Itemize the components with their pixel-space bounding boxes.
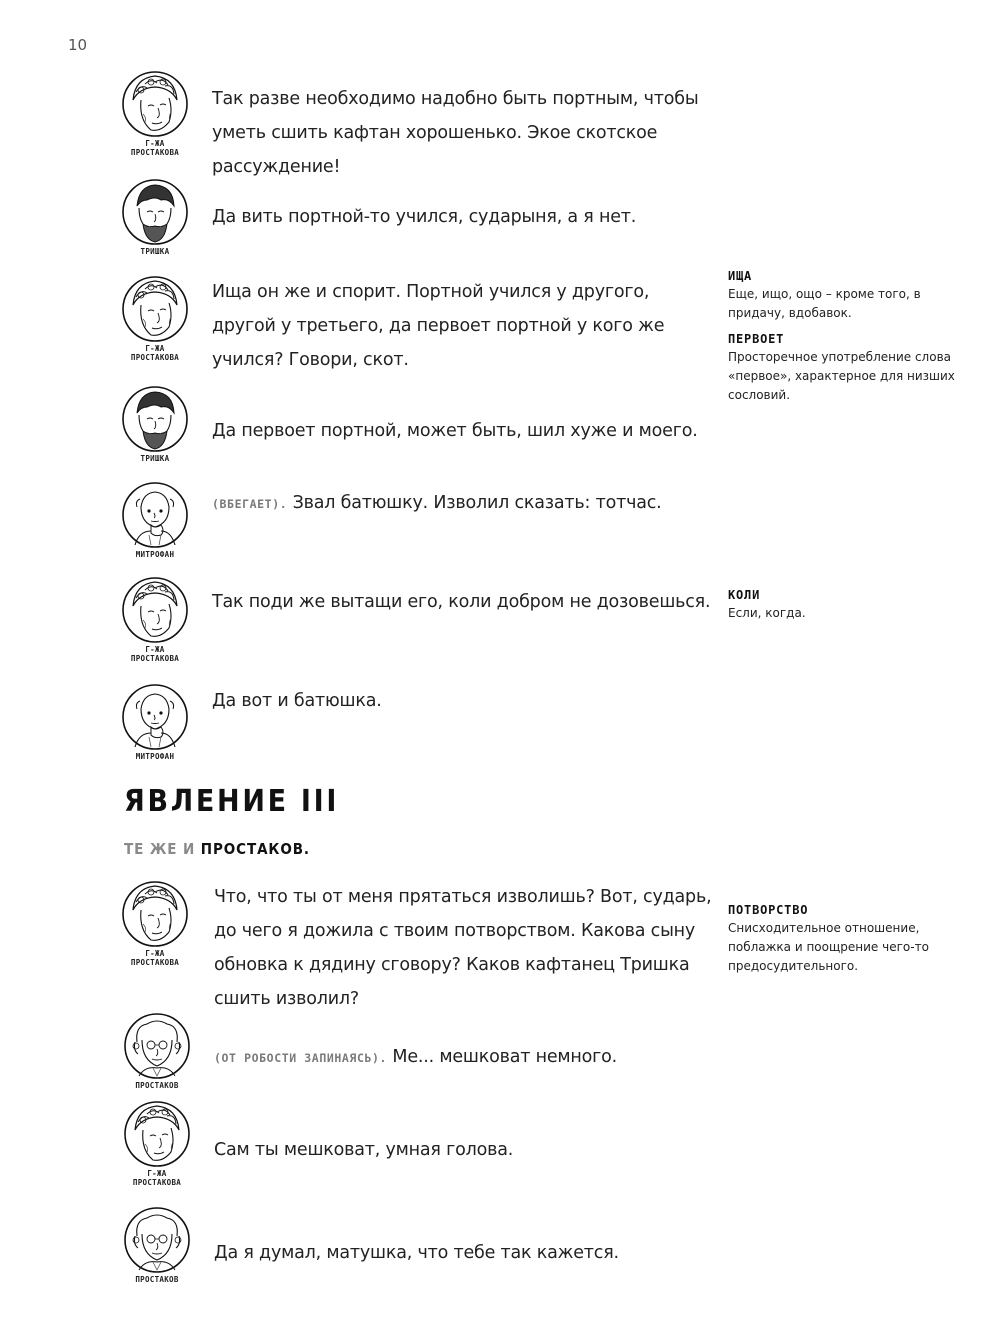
speaker-label bbox=[110, 454, 200, 463]
speaker-label-line1: МИТРОФАН bbox=[135, 752, 175, 761]
dialogue-line bbox=[214, 1236, 714, 1270]
portrait-mitrofan bbox=[110, 481, 200, 559]
dialogue-line bbox=[212, 684, 712, 718]
speaker-label bbox=[110, 550, 200, 559]
glossary-definition: Еще, ищо, ощо – кроме того, в придачу, вдобавок. bbox=[728, 287, 921, 320]
glossary-definition: Снисходительное отношение, поблажка и поощрение чего-то предосудительного. bbox=[728, 921, 929, 973]
dialogue-line bbox=[212, 200, 712, 234]
speaker-label-line1: Г-ЖА bbox=[145, 139, 165, 148]
portrait-prostakova bbox=[110, 880, 200, 967]
mitrofan-portrait-icon bbox=[121, 683, 189, 751]
portrait-trishka bbox=[110, 178, 200, 256]
speaker-label bbox=[110, 247, 200, 256]
scene-title: ЯВЛЕНИЕ III bbox=[124, 784, 340, 819]
portrait-prostakov bbox=[112, 1012, 202, 1090]
dialogue-text: Ища он же и спорит. Портной учился у другого, другой у третьего, да первоет портной у кого же учился? Говори, скот. bbox=[212, 282, 665, 370]
speaker-label-line1: ПРОСТАКОВ bbox=[135, 1081, 179, 1090]
dialogue-text: Да вить портной-то учился, сударыня, а я нет. bbox=[212, 207, 637, 227]
glossary-definition: Просторечное употребление слова «первое», характерное для низших сословий. bbox=[728, 350, 955, 402]
speaker-label-line2: ПРОСТАКОВА bbox=[130, 353, 180, 362]
dialogue-line bbox=[212, 585, 712, 619]
speaker-label-line1: Г-ЖА bbox=[145, 949, 165, 958]
prostakova-portrait-icon bbox=[121, 70, 189, 138]
speaker-label-line1: Г-ЖА bbox=[145, 645, 165, 654]
prostakova-portrait-icon bbox=[121, 275, 189, 343]
dialogue-line bbox=[212, 486, 712, 521]
speaker-label bbox=[110, 752, 200, 761]
speaker-label-line2: ПРОСТАКОВА bbox=[130, 654, 180, 663]
speaker-label bbox=[112, 1275, 202, 1284]
stage-direction: (ВБЕГАЕТ). bbox=[212, 497, 288, 511]
speaker-label-line1: ТРИШКА bbox=[140, 454, 170, 463]
dialogue-text: Да вот и батюшка. bbox=[212, 691, 382, 711]
prostakov-portrait-icon bbox=[123, 1012, 191, 1080]
dialogue-text: Да я думал, матушка, что тебе так кажется. bbox=[214, 1243, 619, 1263]
dialogue-text: Ме... мешковат немного. bbox=[392, 1047, 618, 1067]
speaker-label-line1: МИТРОФАН bbox=[135, 550, 175, 559]
dialogue-text: Так поди же вытащи его, коли добром не дозовешься. bbox=[212, 592, 711, 612]
speaker-label-line1: Г-ЖА bbox=[147, 1169, 167, 1178]
dialogue-line bbox=[214, 1040, 714, 1075]
speaker-label-line1: Г-ЖА bbox=[145, 344, 165, 353]
page-number: 10 bbox=[68, 36, 88, 54]
speaker-label bbox=[110, 645, 200, 663]
scene-subtitle bbox=[124, 840, 310, 858]
portrait-prostakova bbox=[110, 70, 200, 157]
portrait-trishka bbox=[110, 385, 200, 463]
speaker-label bbox=[112, 1169, 202, 1187]
portrait-prostakov bbox=[112, 1206, 202, 1284]
speaker-label bbox=[110, 949, 200, 967]
prostakova-portrait-icon bbox=[121, 576, 189, 644]
dialogue-line bbox=[214, 1133, 714, 1167]
dialogue-line bbox=[212, 414, 712, 448]
trishka-portrait-icon bbox=[121, 385, 189, 453]
glossary-term: ИЩА bbox=[728, 269, 753, 283]
glossary-note bbox=[728, 268, 968, 413]
mitrofan-portrait-icon bbox=[121, 481, 189, 549]
speaker-label-line2: ПРОСТАКОВА bbox=[130, 148, 180, 157]
glossary-term: ПЕРВОЕТ bbox=[728, 332, 785, 346]
portrait-mitrofan bbox=[110, 683, 200, 761]
dialogue-text: Сам ты мешковат, умная голова. bbox=[214, 1140, 514, 1160]
prostakova-portrait-icon bbox=[123, 1100, 191, 1168]
trishka-portrait-icon bbox=[121, 178, 189, 246]
prostakova-portrait-icon bbox=[121, 880, 189, 948]
portrait-prostakova bbox=[112, 1100, 202, 1187]
scene-subtitle-prefix: ТЕ ЖЕ И bbox=[124, 840, 196, 858]
portrait-prostakova bbox=[110, 275, 200, 362]
scene-subtitle-name: ПРОСТАКОВ. bbox=[200, 840, 310, 858]
glossary-note bbox=[728, 587, 968, 631]
dialogue-line bbox=[212, 275, 712, 377]
stage-direction: (ОТ РОБОСТИ ЗАПИНАЯСЬ). bbox=[214, 1051, 388, 1065]
speaker-label bbox=[110, 344, 200, 362]
dialogue-text: Что, что ты от меня прятаться изволишь? Вот, сударь, до чего я дожила с твоим потворством. Какова сыну обновка к дядину сговору? Каков кафтанец Тришка сшить изволил? bbox=[214, 887, 712, 1009]
speaker-label bbox=[112, 1081, 202, 1090]
speaker-label bbox=[110, 139, 200, 157]
glossary-definition: Если, когда. bbox=[728, 606, 806, 620]
dialogue-line bbox=[212, 82, 712, 184]
portrait-prostakova bbox=[110, 576, 200, 663]
glossary-term: КОЛИ bbox=[728, 588, 761, 602]
dialogue-text: Так разве необходимо надобно быть портным, чтобы уметь сшить кафтан хорошенько. Экое скотское рассуждение! bbox=[212, 89, 699, 177]
dialogue-text: Да первоет портной, может быть, шил хуже и моего. bbox=[212, 421, 698, 441]
speaker-label-line1: ТРИШКА bbox=[140, 247, 170, 256]
speaker-label-line2: ПРОСТАКОВА bbox=[130, 958, 180, 967]
dialogue-line bbox=[214, 880, 714, 1016]
dialogue-text: Звал батюшку. Изволил сказать: тотчас. bbox=[292, 493, 662, 513]
speaker-label-line1: ПРОСТАКОВ bbox=[135, 1275, 179, 1284]
speaker-label-line2: ПРОСТАКОВА bbox=[132, 1178, 182, 1187]
glossary-term: ПОТВОРСТВО bbox=[728, 903, 809, 917]
glossary-note bbox=[728, 902, 968, 984]
prostakov-portrait-icon bbox=[123, 1206, 191, 1274]
